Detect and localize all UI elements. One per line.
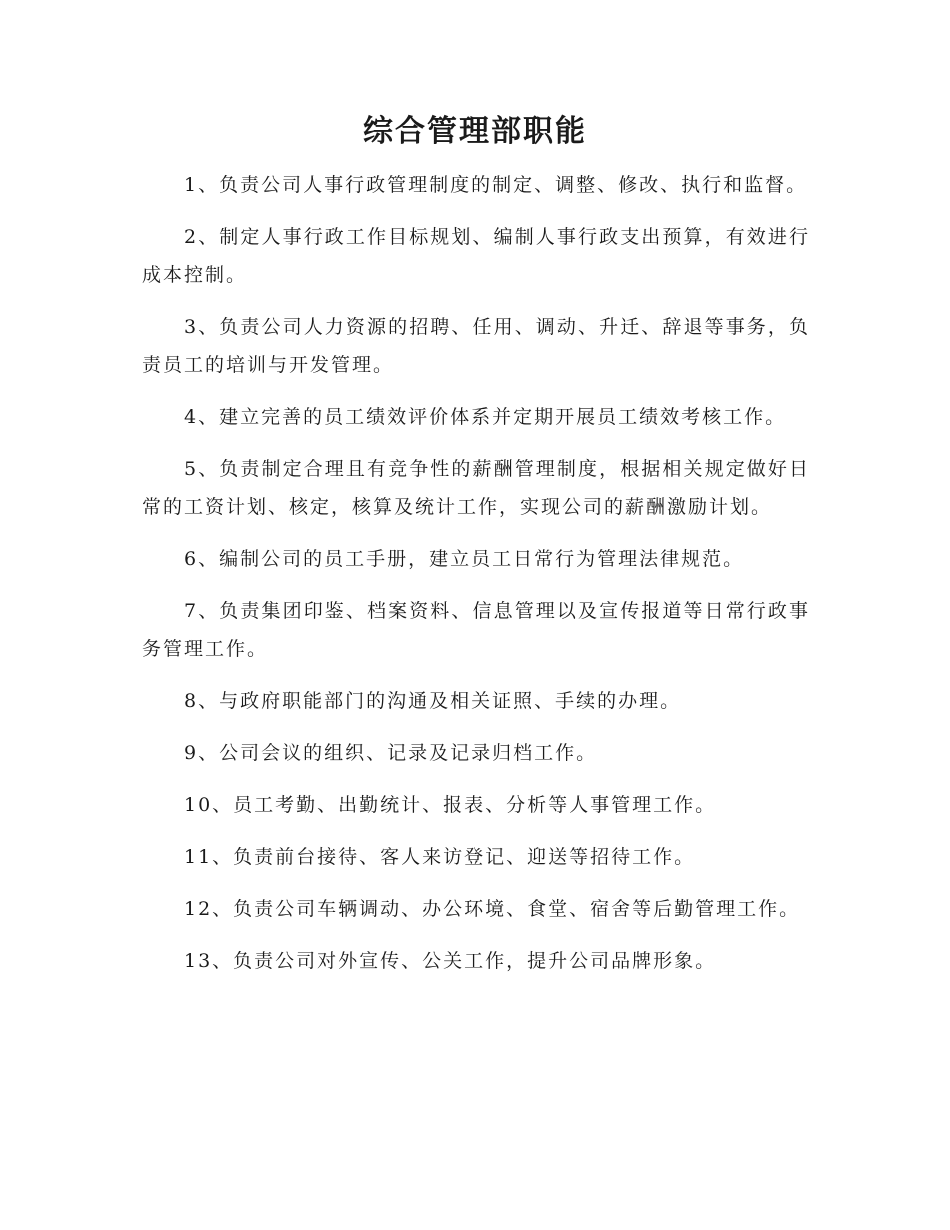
paragraph-2: 2、制定人事行政工作目标规划、编制人事行政支出预算，有效进行成本控制。	[142, 226, 810, 286]
document-title: 综合管理部职能	[363, 114, 587, 149]
paragraph-4: 4、建立完善的员工绩效评价体系并定期开展员工绩效考核工作。	[184, 406, 787, 428]
paragraph-1: 1、负责公司人事行政管理制度的制定、调整、修改、执行和监督。	[184, 174, 808, 196]
document-body	[142, 166, 810, 994]
paragraph-6: 6、编制公司的员工手册，建立员工日常行为管理法律规范。	[184, 548, 745, 570]
paragraph-7: 7、负责集团印鉴、档案资料、信息管理以及宣传报道等日常行政事务管理工作。	[142, 600, 810, 660]
paragraph-10: 10、员工考勤、出勤统计、报表、分析等人事管理工作。	[184, 794, 717, 816]
paragraph-13: 13、负责公司对外宣传、公关工作，提升公司品牌形象。	[184, 950, 717, 972]
paragraph-8: 8、与政府职能部门的沟通及相关证照、手续的办理。	[184, 690, 682, 712]
paragraph-9: 9、公司会议的组织、记录及记录归档工作。	[184, 742, 598, 764]
paragraph-11: 11、负责前台接待、客人来访登记、迎送等招待工作。	[184, 846, 696, 868]
paragraph-12: 12、负责公司车辆调动、办公环境、食堂、宿舍等后勤管理工作。	[184, 898, 801, 920]
paragraph-3: 3、负责公司人力资源的招聘、任用、调动、升迁、辞退等事务，负责员工的培训与开发管理。	[142, 316, 810, 376]
paragraph-5: 5、负责制定合理且有竞争性的薪酬管理制度，根据相关规定做好日常的工资计划、核定，核算及统计工作，实现公司的薪酬激励计划。	[142, 458, 810, 518]
